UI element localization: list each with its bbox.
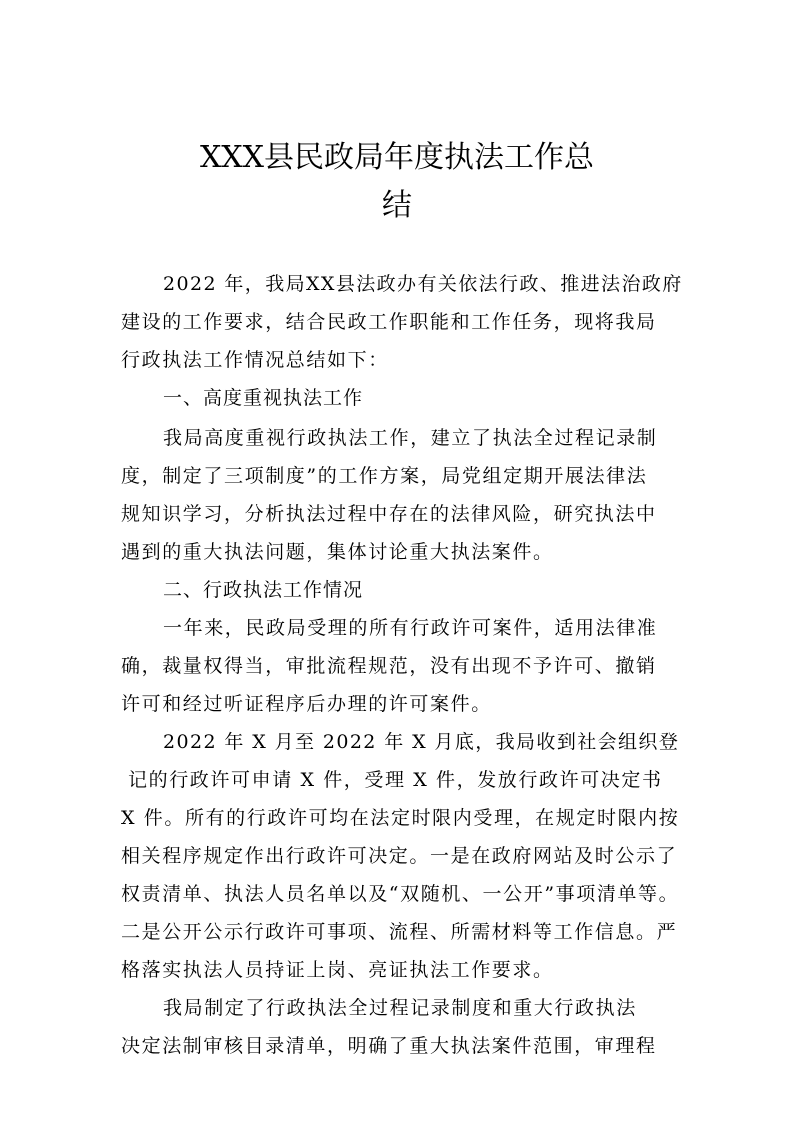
paragraph-line: 2022 年，我局XX县法政办有关依法行政、推进法治政府 [163,273,683,295]
paragraph-line: 遇到的重大执法问题，集体讨论重大执法案件。 [121,541,554,563]
paragraph-line: 决定法制审核目录清单，明确了重大执法案件范围，审理程 [121,1035,657,1057]
section-heading-1: 一、高度重视执法工作 [163,387,364,409]
paragraph-line: X 件。所有的行政许可均在法定时限内受理，在规定时限内按 [121,807,680,829]
paragraph-line: 二是公开公示行政许可事项、流程、所需材料等工作信息。严 [121,921,678,943]
paragraph-line: 建设的工作要求，结合民政工作职能和工作任务，现将我局 [121,311,657,333]
paragraph-line: 确，裁量权得当，审批流程规范，没有出现不予许可、撤销 [121,655,657,677]
paragraph-line: 规知识学习，分析执法过程中存在的法律风险，研究执法中 [121,503,657,525]
paragraph-line: 一年来，民政局受理的所有行政许可案件，适用法律准 [163,617,658,639]
paragraph-line: 格落实执法人员持证上岗、亮证执法工作要求。 [121,959,554,981]
paragraph-line: 权责清单、执法人员名单以及“双随机、一公开”事项清单等。 [121,883,680,905]
paragraph-line: 记的行政许可申请 X 件，受理 X 件，发放行政许可决定书 [128,769,663,791]
paragraph-line: 2022 年 X 月至 2022 年 X 月底，我局收到社会组织登 [163,731,680,753]
section-heading-2: 二、行政执法工作情况 [163,579,364,601]
document-title-line-2: 结 [382,188,412,223]
paragraph-line: 度，制定了三项制度”的工作方案，局党组定期开展法律法 [121,465,648,487]
paragraph-line: 我局制定了行政执法全过程记录制度和重大行政执法 [163,997,637,1019]
document-title-line-1: XXX县民政局年度执法工作总 [199,140,595,175]
paragraph-line: 我局高度重视行政执法工作，建立了执法全过程记录制 [163,427,658,449]
paragraph-line: 相关程序规定作出行政许可决定。一是在政府网站及时公示了 [121,845,678,867]
paragraph-line: 行政执法工作情况总结如下： [121,349,389,371]
paragraph-line: 许可和经过听证程序后办理的许可案件。 [121,693,492,715]
